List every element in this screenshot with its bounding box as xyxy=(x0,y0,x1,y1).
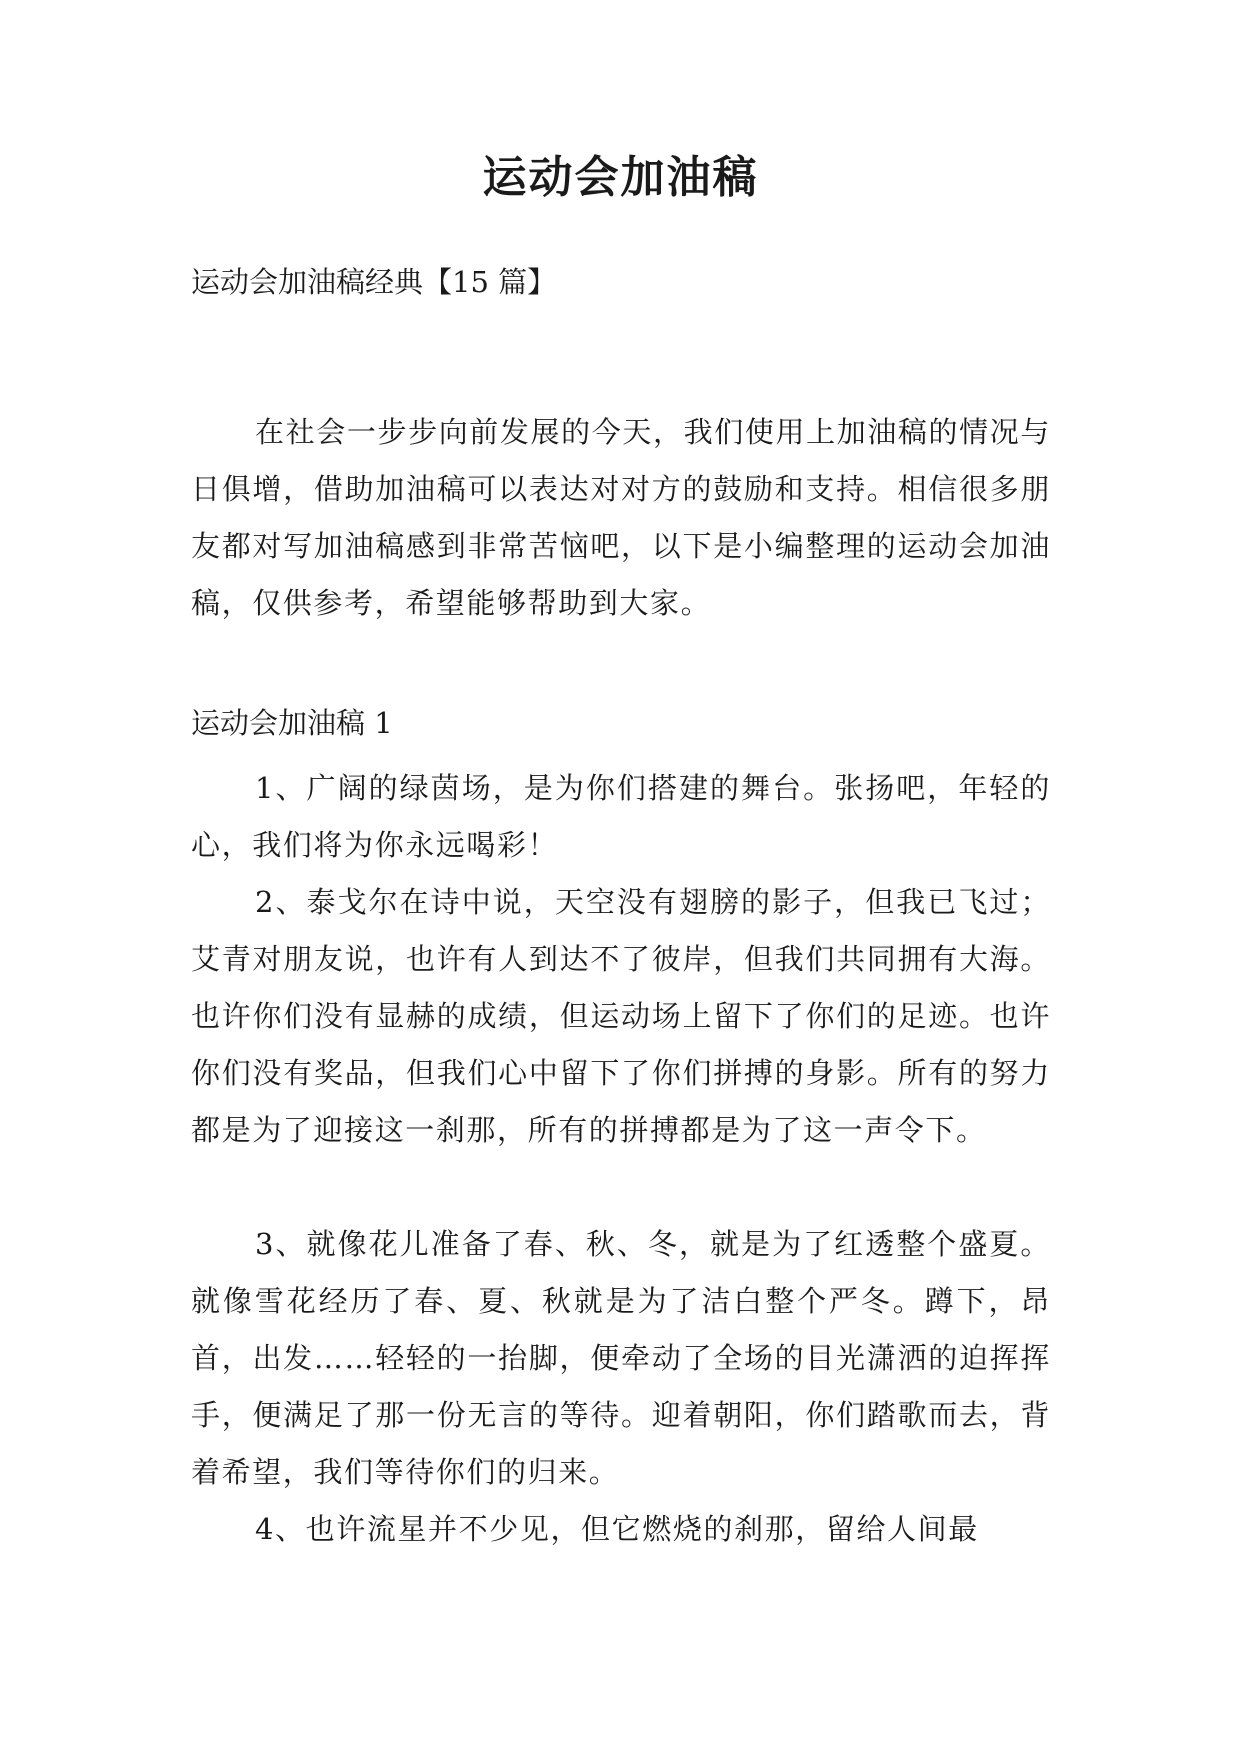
section-heading: 运动会加油稿 1 xyxy=(191,706,393,740)
list-item: 3、就像花儿准备了春、秋、冬，就是为了红透整个盛夏。就像雪花经历了春、夏、秋就是为了洁白整个严冬。蹲下，昂首，出发……轻轻的一抬脚，便牵动了全场的目光潇洒的迫挥挥手，便满足了那一份无言的等待。迎着朝阳，你们踏歌而去，背着希望，我们等待你们的归来。 xyxy=(191,1227,1051,1489)
intro-paragraph: 在社会一步步向前发展的今天，我们使用上加油稿的情况与日俱增，借助加油稿可以表达对对方的鼓励和支持。相信很多朋友都对写加油稿感到非常苦恼吧，以下是小编整理的运动会加油稿，仅供参考，希望能够帮助到大家。 xyxy=(191,415,1051,620)
document-subtitle: 运动会加油稿经典【15 篇】 xyxy=(191,265,557,299)
list-item: 4、也许流星并不少见，但它燃烧的刹那，留给人间最 xyxy=(255,1512,979,1546)
list-item: 2、泰戈尔在诗中说，天空没有翅膀的影子，但我已飞过；艾青对朋友说，也许有人到达不了彼岸，但我们共同拥有大海。也许你们没有显赫的成绩，但运动场上留下了你们的足迹。也许你们没有奖品，但我们心中留下了你们拼搏的身影。所有的努力都是为了迎接这一刹那，所有的拼搏都是为了这一声令下。 xyxy=(191,885,1051,1147)
page-title: 运动会加油稿 xyxy=(482,152,759,203)
list-item: 1、广阔的绿茵场，是为你们搭建的舞台。张扬吧，年轻的心，我们将为你永远喝彩！ xyxy=(191,771,1051,862)
